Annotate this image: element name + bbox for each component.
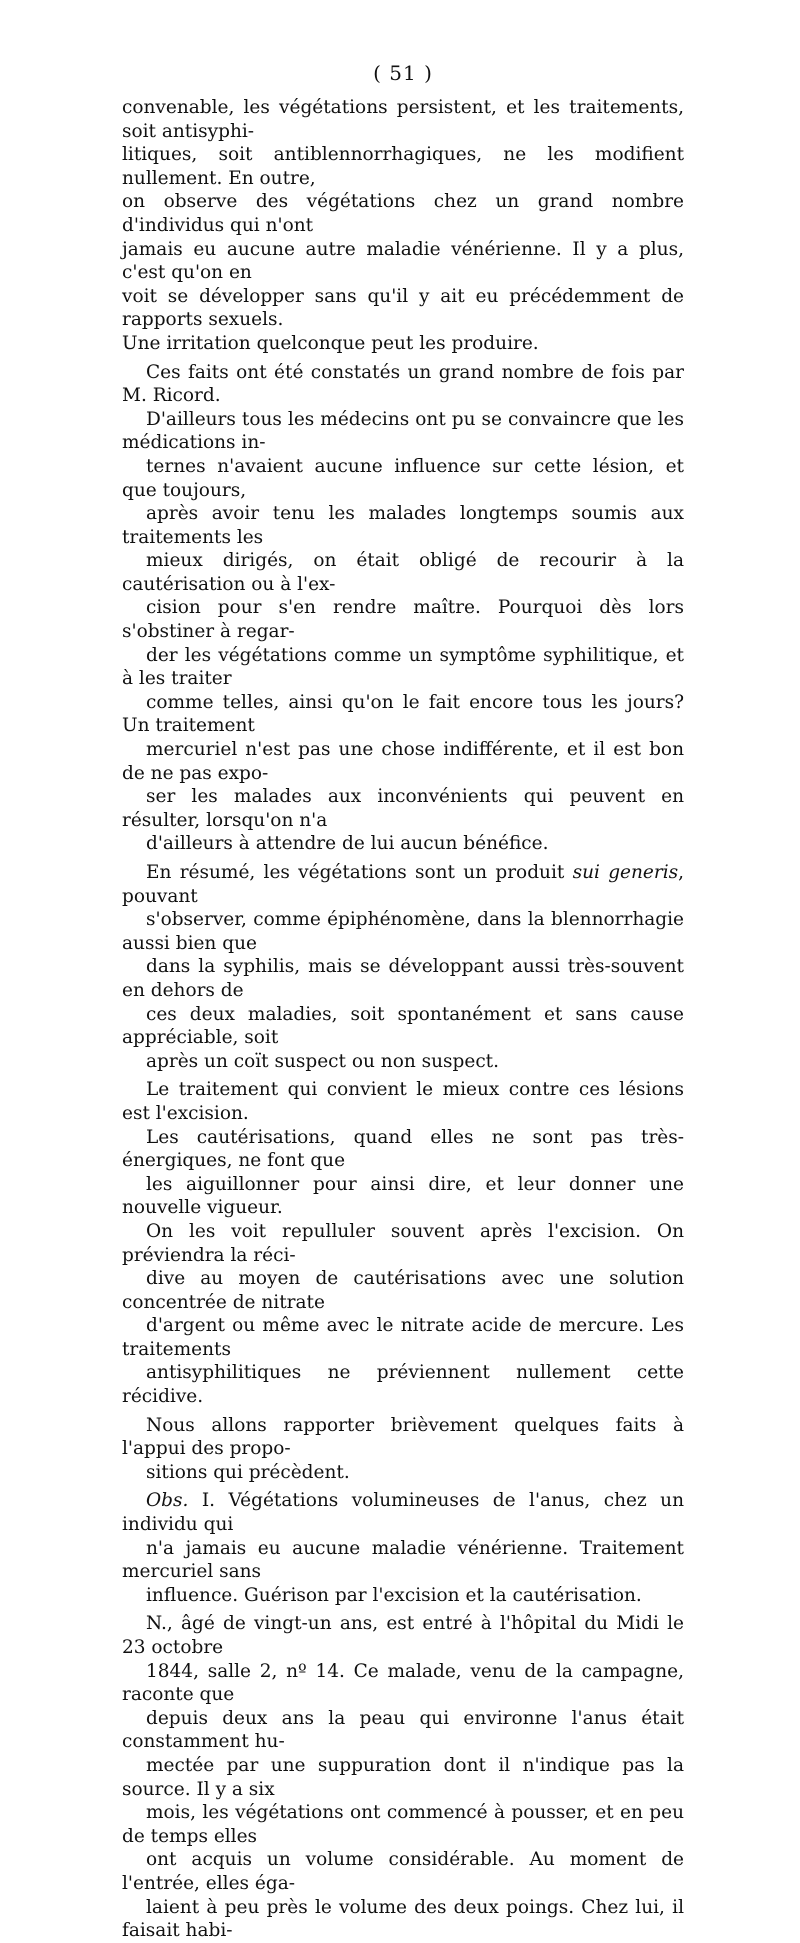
text-line: depuis deux ans la peau qui environne l'anus était constamment hu- [122, 1707, 684, 1753]
text-line: Ces faits ont été constatés un grand nombre de fois par M. Ricord. [122, 361, 684, 407]
page-number: ( 51 ) [373, 61, 433, 85]
text-line: n'a jamais eu aucune maladie vénérienne. Traitement mercuriel sans [122, 1537, 684, 1583]
text-line: mieux dirigés, on était obligé de recourir à la cautérisation ou à l'ex- [122, 550, 684, 595]
text-line: on observe des végétations chez un grand nombre d'individus qui n'ont [122, 191, 684, 236]
text-line: après avoir tenu les malades longtemps soumis aux traitements les [122, 503, 684, 548]
text-run: I. Végétations volumineuses de l'anus, chez un individu qui [122, 1490, 684, 1536]
text-line: laient à peu près le volume des deux poings. Chez lui, il faisait habi- [122, 1896, 684, 1942]
text-line: Nous allons rapporter brièvement quelques faits à l'appui des propo- [122, 1414, 684, 1460]
text-line: mois, les végétations ont commencé à pousser, et en peu de temps elles [122, 1802, 684, 1847]
latin-phrase: sui generis [572, 862, 679, 883]
text-line: der les végétations comme un symptôme syphilitique, et à les traiter [122, 644, 684, 690]
paragraph-4 [122, 1078, 684, 1408]
text-line: influence. Guérison par l'excision et la cautérisation. [146, 1584, 642, 1606]
text-line: d'ailleurs à attendre de lui aucun bénéfice. [146, 833, 549, 855]
text-line: ternes n'avaient aucune influence sur cette lésion, et que toujours, [122, 455, 684, 501]
text-line: dive au moyen de cautérisations avec une solution concentrée de nitrate [122, 1268, 684, 1313]
text-line: cision pour s'en rendre maître. Pourquoi dès lors s'obstiner à regar- [122, 597, 684, 643]
paragraph-1 [122, 96, 684, 356]
text-line: ces deux maladies, soit spontanément et sans cause appréciable, soit [122, 1003, 684, 1049]
text-run: , pouvant [122, 862, 684, 907]
text-line: dans la syphilis, mais se développant aussi très-souvent en dehors de [122, 956, 684, 1001]
text-line: voit se développer sans qu'il y ait eu précédemment de rapports sexuels. [122, 285, 684, 331]
text-line: sitions qui précèdent. [146, 1461, 350, 1483]
text-line: d'argent ou même avec le nitrate acide de mercure. Les traitements [122, 1315, 684, 1360]
text-line: convenable, les végétations persistent, et les traitements, soit antisyphi- [122, 97, 684, 142]
text-line: D'ailleurs tous les médecins ont pu se convaincre que les médications in- [122, 408, 684, 454]
text-line: Les cautérisations, quand elles ne sont pas très-énergiques, ne font que [122, 1126, 684, 1172]
paragraph-7 [122, 1612, 684, 1942]
text-line: les aiguillonner pour ainsi dire, et leur donner une nouvelle vigueur. [122, 1173, 684, 1219]
text-line: On les voit repulluler souvent après l'excision. On préviendra la réci- [122, 1220, 684, 1266]
paragraph-5 [122, 1414, 684, 1485]
text-line: mectée par une suppuration dont il n'indique pas la source. Il y a six [122, 1754, 684, 1800]
text-line: litiques, soit antiblennorrhagiques, ne les modifient nullement. En outre, [122, 144, 684, 189]
text-line: s'observer, comme épiphénomène, dans la blennorrhagie aussi bien que [122, 909, 684, 954]
text-line: antisyphilitiques ne préviennent nullement cette récidive. [122, 1362, 684, 1408]
paragraph-3 [122, 861, 684, 1073]
text-line: Une irritation quelconque peut les produire. [122, 332, 539, 354]
paragraph-2 [122, 361, 684, 856]
text-line: mercuriel n'est pas une chose indifférente, et il est bon de ne pas expo- [122, 739, 684, 784]
observation-heading [122, 1489, 684, 1607]
text-line: ont acquis un volume considérable. Au moment de l'entrée, elles éga- [122, 1849, 684, 1894]
text-line: ser les malades aux inconvénients qui peuvent en résulter, lorsqu'on n'a [122, 786, 684, 831]
book-page [122, 58, 684, 1942]
text-run: En résumé, les végétations sont un produit [146, 862, 573, 883]
text-line: après un coït suspect ou non suspect. [146, 1050, 499, 1072]
obs-label: Obs. [146, 1490, 189, 1512]
text-line: comme telles, ainsi qu'on le fait encore tous les jours? Un traitement [122, 691, 684, 737]
text-line [122, 1489, 684, 1536]
text-line: Le traitement qui convient le mieux contre ces lésions est l'excision. [122, 1079, 684, 1124]
text-line: jamais eu aucune autre maladie vénérienne. Il y a plus, c'est qu'on en [122, 238, 684, 284]
text-line: N., âgé de vingt-un ans, est entré à l'hôpital du Midi le 23 octobre [122, 1613, 684, 1658]
text-line: 1844, salle 2, nº 14. Ce malade, venu de la campagne, raconte que [122, 1660, 684, 1706]
text-line [122, 861, 684, 908]
